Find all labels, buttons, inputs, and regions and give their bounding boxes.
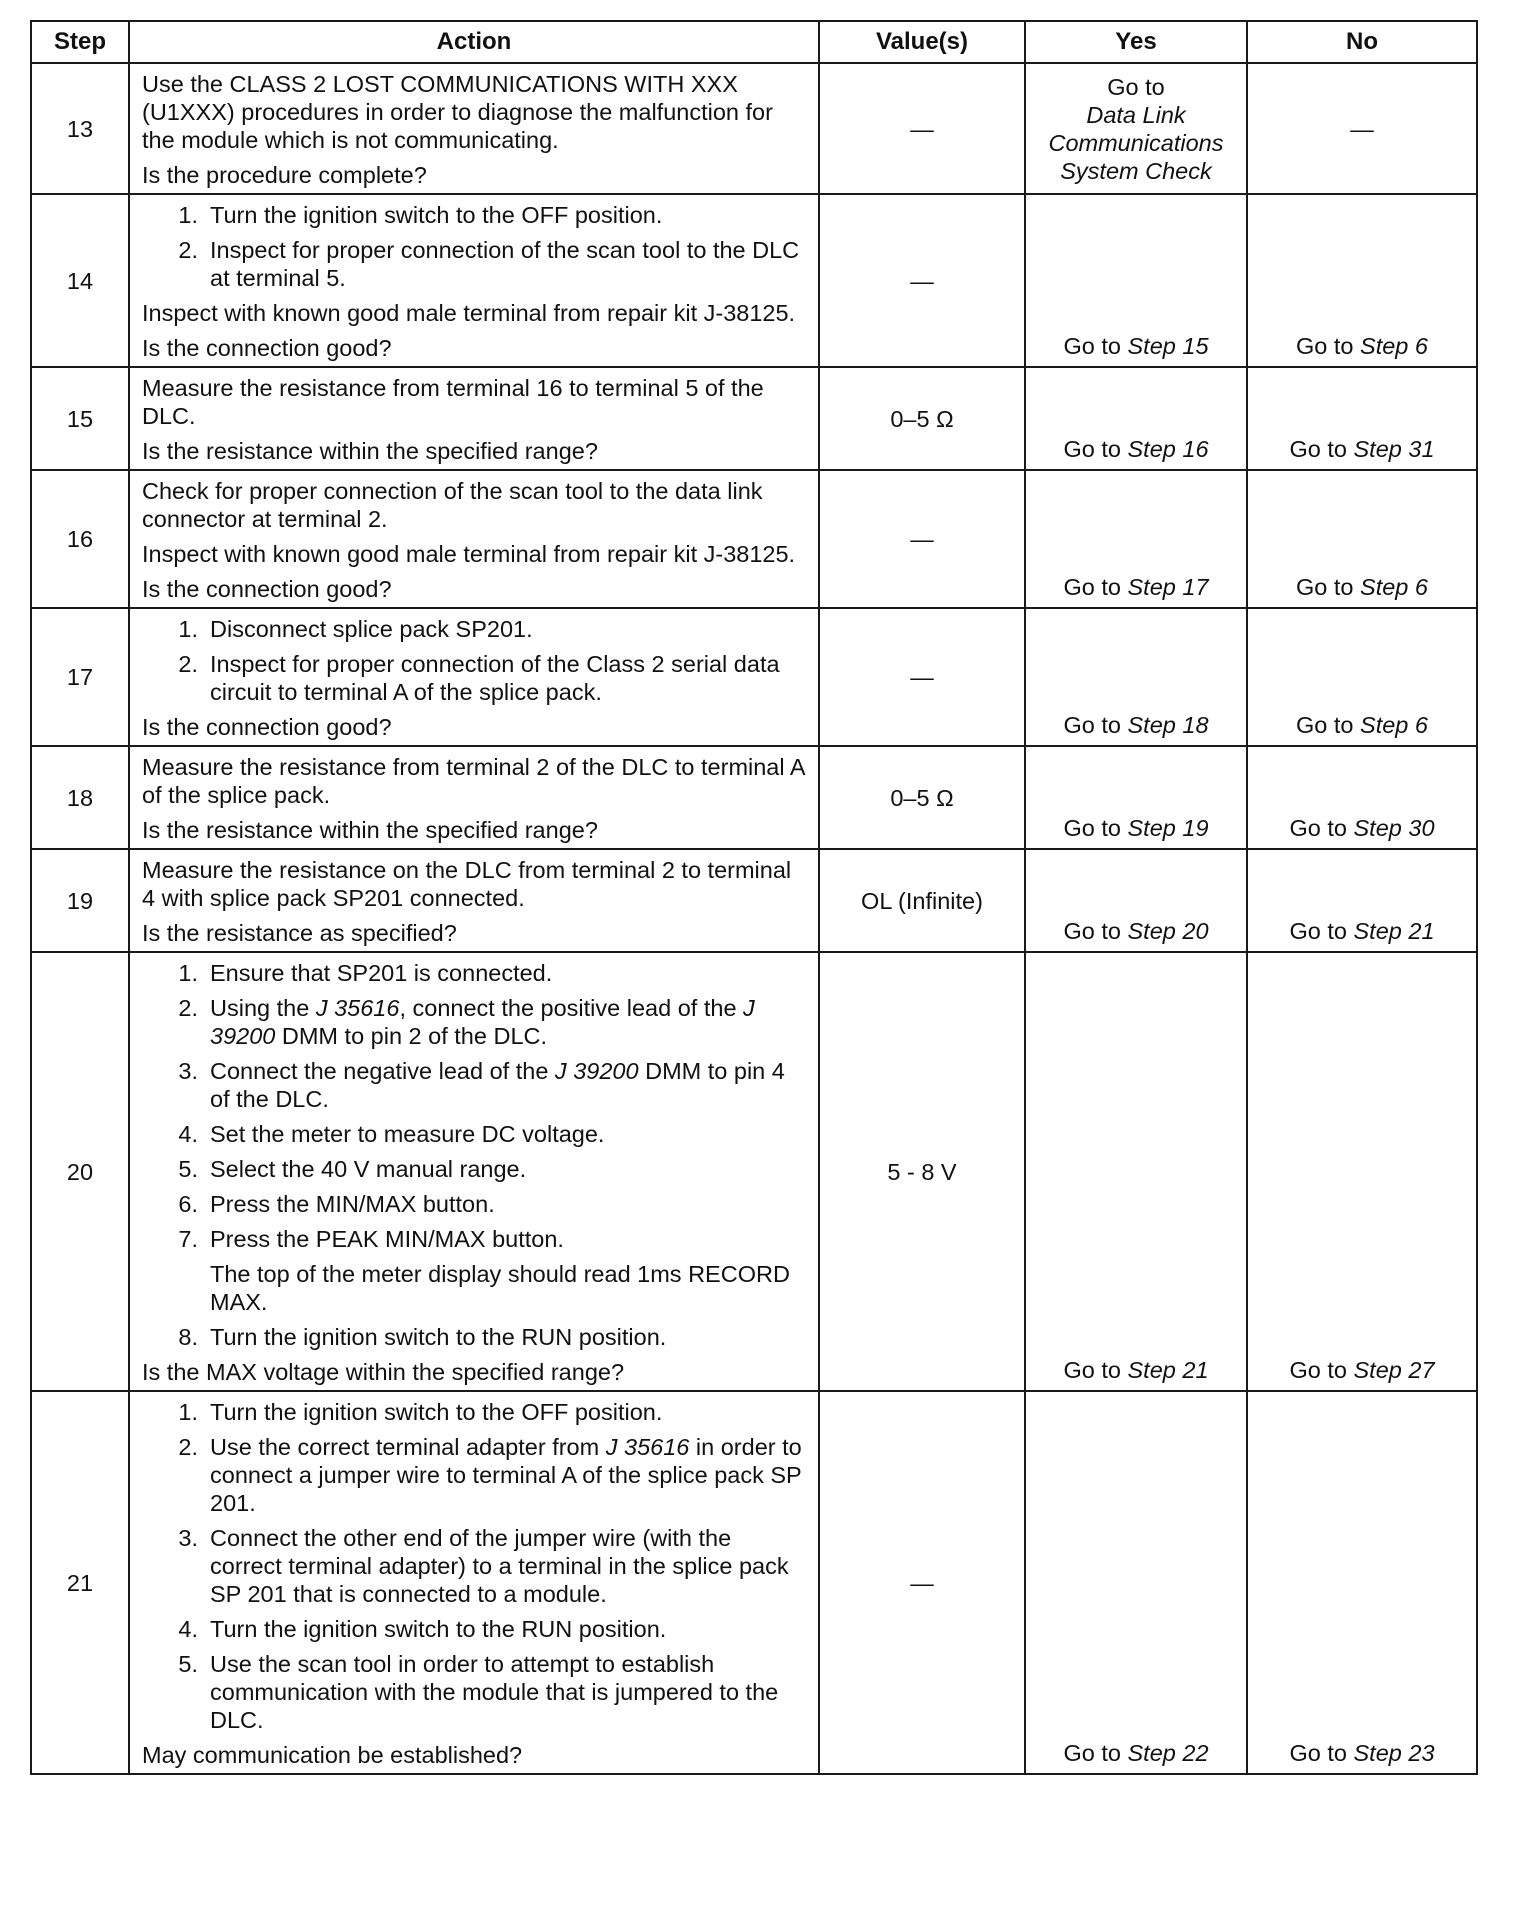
action-step-text xyxy=(210,201,808,229)
action-step-number: 6. xyxy=(178,1191,198,1217)
action-question: Is the resistance within the specified range? xyxy=(142,817,598,843)
action-step-text xyxy=(210,1524,808,1608)
yes-cell xyxy=(1025,470,1247,608)
action-step-text xyxy=(210,1057,808,1113)
no-prefix: Go to xyxy=(1289,1357,1354,1383)
text-segment: Use the scan tool in order to attempt to establish communication with the module that is jumpered to the DLC. xyxy=(210,1651,779,1733)
yes-cell xyxy=(1025,849,1247,952)
action-cell xyxy=(129,1391,819,1774)
action-question: Is the connection good? xyxy=(142,335,392,361)
no-prefix: Go to xyxy=(1296,333,1361,359)
action-text: Use the CLASS 2 LOST COMMUNICATIONS WITH XXX (U1XXX) procedures in order to diagnose the malfunction for the module which is not communicating. xyxy=(142,71,773,153)
action-step-text xyxy=(210,1225,808,1253)
yes-step-link: Step 22 xyxy=(1127,1740,1209,1766)
action-step-text xyxy=(210,959,808,987)
action-steps-list xyxy=(142,959,808,1351)
table-header-row xyxy=(31,21,1477,63)
action-text: Inspect with known good male terminal from repair kit J-38125. xyxy=(142,300,796,326)
no-cell xyxy=(1247,952,1477,1391)
yes-step-link: Data Link Communications System Check xyxy=(1048,101,1224,184)
action-step xyxy=(142,1398,808,1426)
text-segment: Connect the negative lead of the xyxy=(210,1058,555,1084)
table-row xyxy=(31,63,1477,194)
value-cell: 0–5 Ω xyxy=(819,746,1025,849)
text-segment: Press the PEAK MIN/MAX button. xyxy=(210,1226,564,1252)
action-question: Is the resistance as specified? xyxy=(142,920,457,946)
action-cell xyxy=(129,849,819,952)
header-values: Value(s) xyxy=(819,21,1025,63)
action-step-number: 8. xyxy=(178,1324,198,1350)
no-prefix: Go to xyxy=(1289,436,1354,462)
yes-cell xyxy=(1025,952,1247,1391)
action-text: Measure the resistance on the DLC from terminal 2 to terminal 4 with splice pack SP201 connected. xyxy=(142,857,792,911)
action-cell xyxy=(129,608,819,746)
no-cell xyxy=(1247,849,1477,952)
action-step-text xyxy=(210,1323,808,1351)
text-segment: Select the 40 V manual range. xyxy=(210,1156,527,1182)
no-step-link: Step 6 xyxy=(1360,574,1428,600)
action-question: Is the connection good? xyxy=(142,576,392,602)
action-step xyxy=(142,1120,808,1148)
action-step-number: 4. xyxy=(178,1121,198,1147)
step-number: 15 xyxy=(31,367,129,470)
text-segment: Ensure that SP201 is connected. xyxy=(210,960,553,986)
action-step-text xyxy=(210,1615,808,1643)
action-steps-list xyxy=(142,615,808,706)
no-prefix: Go to xyxy=(1289,815,1354,841)
text-segment: Disconnect splice pack SP201. xyxy=(210,616,533,642)
table-row xyxy=(31,367,1477,470)
action-step-text xyxy=(210,1155,808,1183)
action-text: Measure the resistance from terminal 2 of the DLC to terminal A of the splice pack. xyxy=(142,754,805,808)
action-cell xyxy=(129,367,819,470)
action-step-text xyxy=(210,236,808,292)
action-step-text xyxy=(210,615,808,643)
action-step-number: 5. xyxy=(178,1651,198,1677)
yes-step-link: Step 15 xyxy=(1127,333,1209,359)
table-row xyxy=(31,746,1477,849)
action-step-number: 1. xyxy=(178,1399,198,1425)
text-segment: Turn the ignition switch to the OFF position. xyxy=(210,1399,663,1425)
table-row xyxy=(31,608,1477,746)
action-question: May communication be established? xyxy=(142,1742,523,1768)
text-segment: , connect the positive lead of the xyxy=(399,995,744,1021)
table-row xyxy=(31,470,1477,608)
text-segment: DMM to pin 2 of the DLC. xyxy=(275,1023,548,1049)
no-cell xyxy=(1247,746,1477,849)
action-step-number: 2. xyxy=(178,1434,198,1460)
action-step-number: 4. xyxy=(178,1616,198,1642)
action-cell xyxy=(129,746,819,849)
yes-prefix: Go to xyxy=(1063,333,1128,359)
table-row xyxy=(31,194,1477,367)
action-cell xyxy=(129,470,819,608)
yes-prefix: Go to xyxy=(1063,1740,1128,1766)
no-cell xyxy=(1247,470,1477,608)
no-cell xyxy=(1247,194,1477,367)
action-steps-list xyxy=(142,201,808,292)
action-steps-list xyxy=(142,1398,808,1734)
no-step-link: Step 6 xyxy=(1360,333,1428,359)
action-step xyxy=(142,1155,808,1183)
header-step: Step xyxy=(31,21,129,63)
yes-cell xyxy=(1025,746,1247,849)
yes-prefix: Go to xyxy=(1107,73,1165,100)
action-cell xyxy=(129,63,819,194)
step-number: 17 xyxy=(31,608,129,746)
header-action: Action xyxy=(129,21,819,63)
step-number: 20 xyxy=(31,952,129,1391)
text-segment: Connect the other end of the jumper wire (with the correct terminal adapter) to a terminal in the splice pack SP 201 that is connected to a module. xyxy=(210,1525,789,1607)
step-number: 14 xyxy=(31,194,129,367)
value-cell: 5 - 8 V xyxy=(819,952,1025,1391)
header-yes: Yes xyxy=(1025,21,1247,63)
action-question: Is the connection good? xyxy=(142,714,392,740)
action-step-number: 1. xyxy=(178,202,198,228)
action-step xyxy=(142,1225,808,1253)
no-step-link: Step 27 xyxy=(1353,1357,1435,1383)
yes-prefix: Go to xyxy=(1063,436,1128,462)
yes-cell xyxy=(1025,367,1247,470)
yes-cell xyxy=(1025,194,1247,367)
yes-prefix: Go to xyxy=(1063,712,1128,738)
value-cell: — xyxy=(819,608,1025,746)
yes-cell xyxy=(1025,608,1247,746)
yes-cell xyxy=(1025,63,1247,194)
text-segment: Inspect for proper connection of the Class 2 serial data circuit to terminal A of the splice pack. xyxy=(210,651,780,705)
action-step-text xyxy=(210,650,808,706)
no-prefix: — xyxy=(1350,116,1374,142)
action-step-text xyxy=(210,1398,808,1426)
text-segment: Inspect for proper connection of the scan tool to the DLC at terminal 5. xyxy=(210,237,800,291)
action-step-text xyxy=(210,1650,808,1734)
diagnostic-procedure-table xyxy=(30,20,1478,1775)
no-prefix: Go to xyxy=(1296,712,1361,738)
yes-step-link: Step 17 xyxy=(1127,574,1209,600)
text-segment: DMM to pin 4 of the DLC. xyxy=(210,1058,785,1112)
action-step xyxy=(142,1433,808,1517)
action-question: Is the procedure complete? xyxy=(142,162,427,188)
action-text: Inspect with known good male terminal from repair kit J-38125. xyxy=(142,541,796,567)
action-step-number: 2. xyxy=(178,651,198,677)
no-prefix: Go to xyxy=(1289,1740,1354,1766)
yes-step-link: Step 18 xyxy=(1127,712,1209,738)
yes-prefix: Go to xyxy=(1063,1357,1128,1383)
no-cell xyxy=(1247,63,1477,194)
no-step-link: Step 21 xyxy=(1353,918,1435,944)
action-step-number: 5. xyxy=(178,1156,198,1182)
action-step xyxy=(142,650,808,706)
action-step xyxy=(142,1190,808,1218)
tool-reference: J 35616 xyxy=(315,995,400,1021)
yes-step-link: Step 19 xyxy=(1127,815,1209,841)
yes-prefix: Go to xyxy=(1063,815,1128,841)
no-cell xyxy=(1247,1391,1477,1774)
action-text: Measure the resistance from terminal 16 to terminal 5 of the DLC. xyxy=(142,375,764,429)
value-cell: — xyxy=(819,470,1025,608)
table-row xyxy=(31,952,1477,1391)
table-row xyxy=(31,1391,1477,1774)
text-segment: in order to connect a jumper wire to terminal A of the splice pack SP 201. xyxy=(210,1434,802,1516)
value-cell: OL (Infinite) xyxy=(819,849,1025,952)
action-step xyxy=(142,1650,808,1734)
text-segment: Turn the ignition switch to the RUN position. xyxy=(210,1324,667,1350)
action-step-number: 1. xyxy=(178,616,198,642)
no-step-link: Step 30 xyxy=(1353,815,1435,841)
action-question: Is the resistance within the specified range? xyxy=(142,438,598,464)
no-step-link: Step 23 xyxy=(1353,1740,1435,1766)
yes-step-link: Step 16 xyxy=(1127,436,1209,462)
text-segment: Use the correct terminal adapter from xyxy=(210,1434,606,1460)
action-step-number: 2. xyxy=(178,995,198,1021)
no-prefix: Go to xyxy=(1289,918,1354,944)
action-cell xyxy=(129,952,819,1391)
action-step xyxy=(142,1524,808,1608)
action-step xyxy=(142,959,808,987)
action-text: Check for proper connection of the scan tool to the data link connector at terminal 2. xyxy=(142,478,763,532)
action-step xyxy=(142,615,808,643)
no-prefix: Go to xyxy=(1296,574,1361,600)
value-cell: — xyxy=(819,194,1025,367)
action-step xyxy=(142,201,808,229)
action-step xyxy=(142,994,808,1050)
yes-step-link: Step 21 xyxy=(1127,1357,1209,1383)
text-segment: Using the xyxy=(210,995,316,1021)
no-cell xyxy=(1247,367,1477,470)
yes-step-link: Step 20 xyxy=(1127,918,1209,944)
action-step xyxy=(142,1615,808,1643)
step-number: 18 xyxy=(31,746,129,849)
yes-prefix: Go to xyxy=(1063,574,1128,600)
tool-reference: J 35616 xyxy=(605,1434,690,1460)
action-step-number: 1. xyxy=(178,960,198,986)
action-step-text xyxy=(210,1190,808,1218)
action-step-number: 7. xyxy=(178,1226,198,1252)
value-cell: — xyxy=(819,63,1025,194)
action-step-text xyxy=(210,1433,808,1517)
text-segment: Turn the ignition switch to the OFF position. xyxy=(210,202,663,228)
step-number: 13 xyxy=(31,63,129,194)
table-row xyxy=(31,849,1477,952)
tool-reference: J 39200 xyxy=(210,995,755,1049)
action-question: Is the MAX voltage within the specified range? xyxy=(142,1359,625,1385)
action-step xyxy=(142,1057,808,1113)
header-no: No xyxy=(1247,21,1477,63)
no-cell xyxy=(1247,608,1477,746)
step-number: 19 xyxy=(31,849,129,952)
value-cell: — xyxy=(819,1391,1025,1774)
no-step-link: Step 6 xyxy=(1360,712,1428,738)
action-step xyxy=(142,236,808,292)
value-cell: 0–5 Ω xyxy=(819,367,1025,470)
text-segment: Press the MIN/MAX button. xyxy=(210,1191,495,1217)
action-step xyxy=(142,1323,808,1351)
action-step-number: 3. xyxy=(178,1058,198,1084)
tool-reference: J 39200 xyxy=(554,1058,639,1084)
yes-cell xyxy=(1025,1391,1247,1774)
no-step-link: Step 31 xyxy=(1353,436,1435,462)
text-segment: Set the meter to measure DC voltage. xyxy=(210,1121,605,1147)
action-step-number: 2. xyxy=(178,237,198,263)
step-number: 16 xyxy=(31,470,129,608)
step-number: 21 xyxy=(31,1391,129,1774)
action-step-text xyxy=(210,1120,808,1148)
action-cell xyxy=(129,194,819,367)
action-step-note: The top of the meter display should read 1ms RECORD MAX. xyxy=(210,1261,790,1315)
action-step-text xyxy=(210,994,808,1050)
text-segment: Turn the ignition switch to the RUN position. xyxy=(210,1616,667,1642)
yes-prefix: Go to xyxy=(1063,918,1128,944)
action-step-number: 3. xyxy=(178,1525,198,1551)
